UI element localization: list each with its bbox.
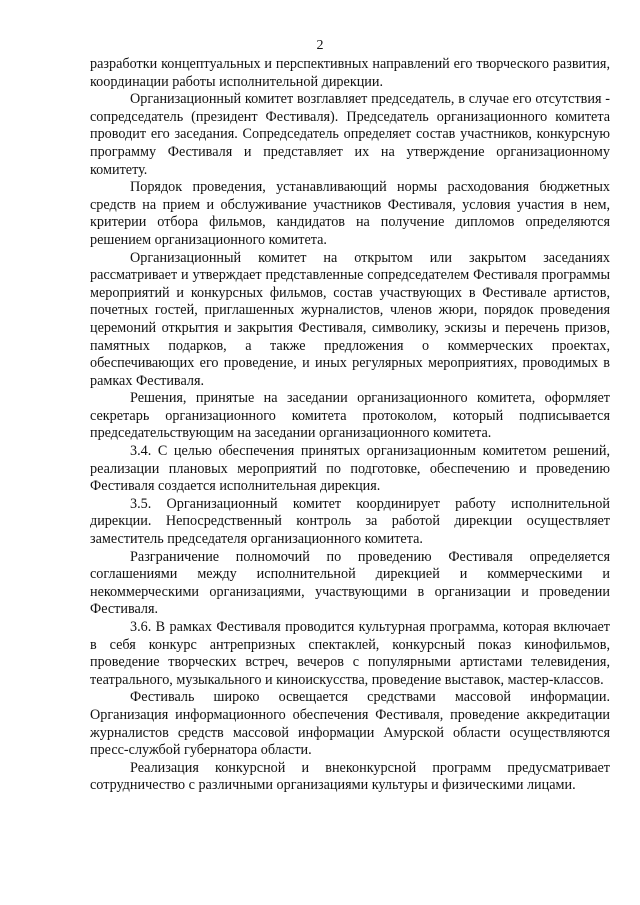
- paragraph-3-6: 3.6. В рамках Фестиваля проводится культурная программа, которая включает в себя конкурс антрепризных спектаклей, конкурсный показ кинофильмов, проведение творческих встреч, вечеров с популярными артистами телевидения, театрального, музыкального и киноискусства, проведение выставок, мастер-классов.: [90, 619, 610, 688]
- paragraph-chair: Организационный комитет возглавляет председатель, в случае его отсутствия - сопредседатель (президент Фестиваля). Председатель организационного комитета проводит его заседания. Сопредседатель определяет состав участников, конкурсную программу Фестиваля и представляет их на утверждение организационному комитету.: [90, 91, 610, 178]
- page-number: 2: [316, 38, 324, 53]
- paragraph-procedure: Порядок проведения, устанавливающий нормы расходования бюджетных средств на прием и обслуживание участников Фестиваля, условия участия в нем, критерии отбора фильмов, кандидатов на получение дипломов определяются решением организационного комитета.: [90, 179, 610, 248]
- paragraph-committee-review: Организационный комитет на открытом или закрытом заседаниях рассматривает и утверждает представленные сопредседателем Фестиваля программы мероприятий и конкурсных фильмов, состав участвующих в Фестивале артистов, почетных гостей, приглашенных журналистов, членов жюри, порядок проведения церемоний открытия и закрытия Фестиваля, символику, эскизы и перечень призов, памятных подарков, а также предложения о коммерческих проектах, обеспечивающих его проведение, и иных регулярных мероприятиях, проводимых в рамках Фестиваля.: [90, 249, 610, 389]
- paragraph-media: Фестиваль широко освещается средствами массовой информации. Организация информационного обеспечения Фестиваля, проведение аккредитации журналистов средств массовой информации Амурской области осуществляются пресс-службой губернатора области.: [90, 689, 610, 759]
- document-body: [90, 56, 610, 795]
- paragraph-3-4: 3.4. С целью обеспечения принятых организационным комитетом решений, реализации плановых мероприятий по подготовке, обеспечению и проведению Фестиваля создается исполнительная дирекция.: [90, 443, 610, 495]
- paragraph-3-5: 3.5. Организационный комитет координирует работу исполнительной дирекции. Непосредственный контроль за работой дирекции осуществляет заместитель председателя организационного комитета.: [90, 495, 610, 548]
- paragraph-continuation: разработки концептуальных и перспективных направлений его творческого развития, координации работы исполнительной дирекции.: [90, 56, 610, 90]
- paragraph-powers: Разграничение полномочий по проведению Фестиваля определяется соглашениями между исполнительной дирекцией и коммерческими и некоммерческими организациями, участвующими в организации и проведении Фестиваля.: [90, 548, 610, 618]
- paragraph-cooperation: Реализация конкурсной и внеконкурсной программ предусматривает сотрудничество с различными организациями культуры и физическими лицами.: [90, 759, 610, 794]
- paragraph-decisions: Решения, принятые на заседании организационного комитета, оформляет секретарь организационного комитета протоколом, который подписывается председательствующим на заседании организационного комитета.: [90, 390, 610, 442]
